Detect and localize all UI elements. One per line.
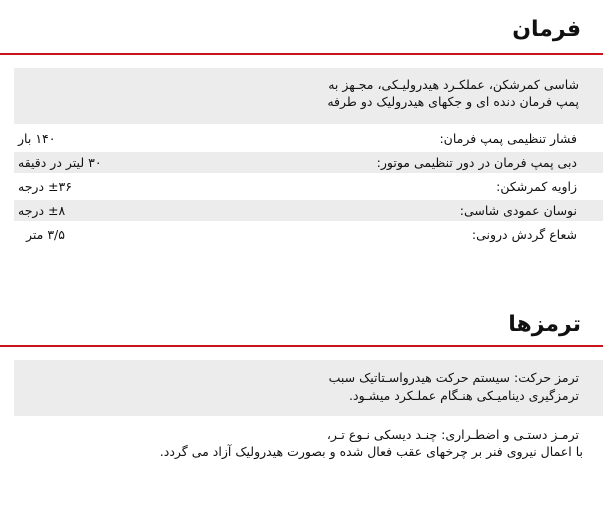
spec-label: شعاع گردش درونی:: [471, 227, 577, 242]
steering-description-box: [14, 68, 603, 124]
service-brake-line: ترمزگیری دینامیـکی هنـگام عملـکرد میشـود.: [349, 388, 579, 403]
service-brake-line: ترمز حرکت: سیستم حرکت هیدرواسـتاتیک سبب: [328, 370, 579, 385]
spec-row: [14, 224, 603, 245]
spec-row: [14, 128, 603, 149]
spec-row: [14, 152, 603, 173]
service-brake-box: [14, 360, 603, 416]
spec-label: زاویه کمرشکن:: [496, 179, 577, 194]
spec-row: [14, 176, 603, 197]
spec-label: فشار تنظیمی پمپ فرمان:: [439, 131, 577, 146]
spec-value: ±۸ درجه: [18, 203, 66, 218]
spec-label: دبی پمپ فرمان در دور تنظیمی موتور:: [376, 155, 577, 170]
steering-description-line: پمپ فرمان دنده ای و جکهای هیدرولیک دو طرفه: [327, 94, 579, 109]
spec-row: [14, 200, 603, 221]
parking-brake-line: با اعمال نیروی فنر بر چرخهای عقب فعال شده و بصورت هیدرولیک آزاد می گردد.: [159, 444, 583, 459]
spec-value: ۱۴۰ بار: [18, 131, 56, 146]
spec-value: ±۳۶ درجه: [18, 179, 72, 194]
section-title-brakes: ترمزها: [508, 312, 581, 337]
parking-brake-line: ترمـز دستـی و اضطـراری: چنـد دیسکی نـوع تـر،: [326, 427, 579, 442]
section-title-steering: فرمان: [512, 17, 581, 42]
spec-value: ۳/۵ متر: [26, 227, 65, 242]
steering-description-line: شاسی کمرشکن، عملکـرد هیدرولیـکی، مجـهز به: [328, 77, 579, 92]
spec-label: نوسان عمودی شاسی:: [459, 203, 577, 218]
spec-value: ۳۰ لیتر در دقیقه: [18, 155, 102, 170]
section-divider-steering: [0, 53, 603, 55]
section-divider-brakes: [0, 345, 603, 347]
